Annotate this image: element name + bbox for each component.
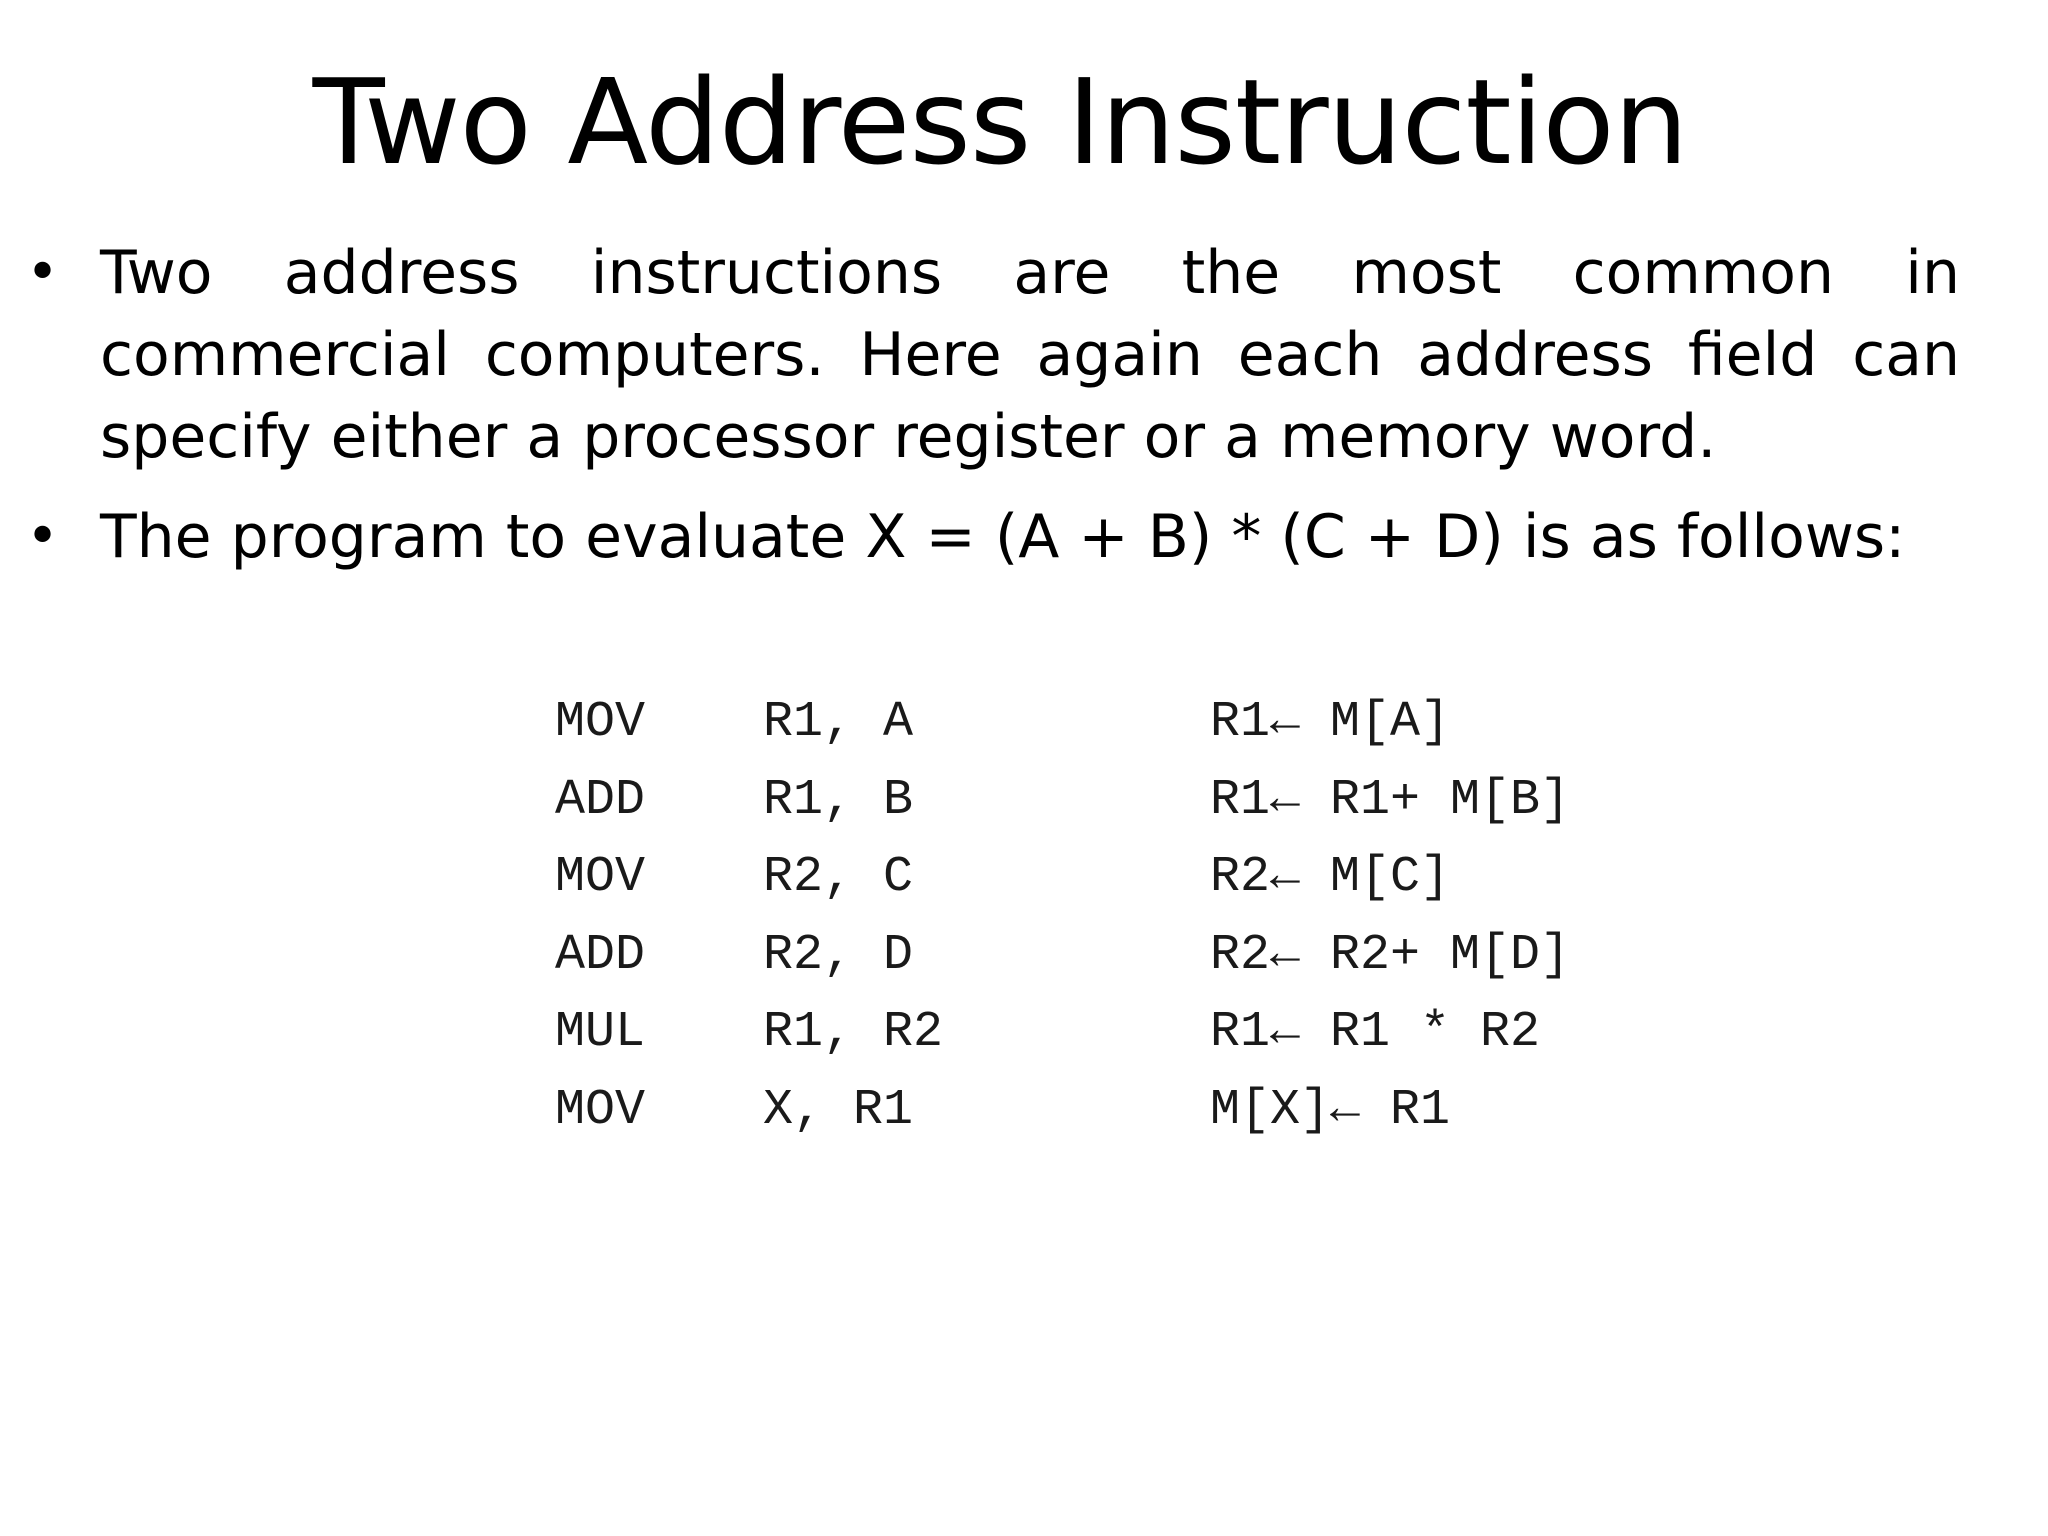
bullet-marker: • (26, 240, 60, 305)
operands: R2, C (763, 849, 914, 907)
bullet-text: The program to evaluate X = (A + B) * (C + D) is as follows: (100, 502, 1906, 572)
opcode: MOV (555, 849, 646, 907)
operands: R2, D (763, 926, 914, 984)
operands: R1, B (763, 771, 914, 829)
operands: R1, A (763, 694, 914, 751)
bullet-list (0, 232, 2048, 578)
bullet-text: Two address instructions are the most common in commercial computers. Here again each address field can specify either a processor register or a memory word. (100, 238, 1960, 472)
bullet-item (0, 232, 1960, 478)
slide-title: Two Address Instruction (312, 53, 1688, 191)
register-transfer: R1← R1 * R2 (1210, 1004, 1541, 1062)
register-transfer: R2← R2+ M[D] (1210, 926, 1571, 984)
operands: R1, R2 (763, 1004, 944, 1062)
register-transfer: R1← R1+ M[B] (1210, 771, 1571, 829)
bullet-marker: • (26, 504, 60, 569)
operands: X, R1 (763, 1081, 914, 1139)
opcode: MOV (555, 694, 646, 751)
register-transfer: R1← M[A] (1210, 694, 1451, 751)
opcode: MOV (555, 1081, 646, 1139)
opcode: ADD (555, 771, 646, 829)
opcode: ADD (555, 926, 646, 984)
register-transfer: M[X]← R1 (1210, 1081, 1451, 1139)
bullet-item (0, 496, 1960, 578)
opcode: MUL (555, 1004, 646, 1062)
register-transfer: R2← M[C] (1210, 849, 1451, 907)
